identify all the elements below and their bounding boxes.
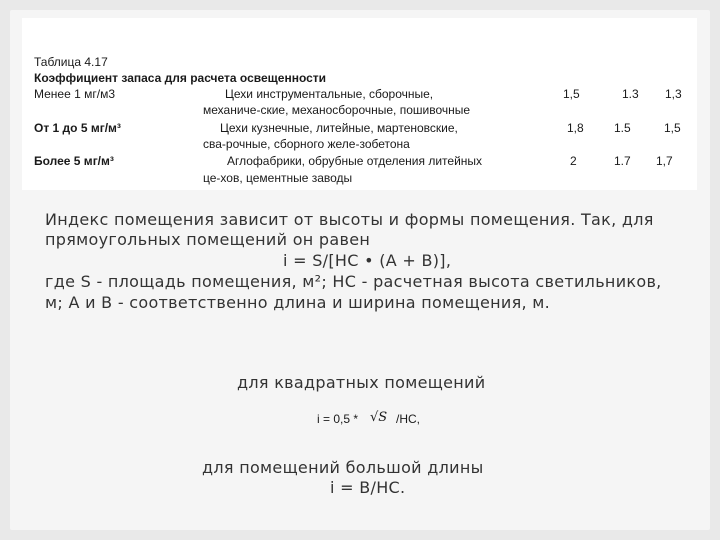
formula-index: i = S/[HC • (A + B)], [283,251,452,270]
row-2-value-3: 1,5 [664,121,681,135]
formula-square-left: i = 0,5 * [317,412,359,426]
row-3-value-3: 1,7 [656,154,673,168]
row-3-dust: Более 5 мг/м³ [34,154,114,168]
long-rooms-label: для помещений большой длины [202,458,484,477]
row-1-value-1: 1,5 [563,87,580,101]
row-3-desc-line1: Аглофабрики, обрубные отделения литейных [227,154,483,168]
row-2-value-1: 1,8 [567,121,584,135]
row-1-value-2: 1.3 [622,87,639,101]
row-2-desc-line2: сва-рочные, сборного желе-зобетона [203,137,410,151]
body-line-4: м; А и В - соответственно длина и ширина помещения, м. [45,293,551,312]
table-title: Коэффициент запаса для расчета освещенности [34,71,327,85]
table-caption: Таблица 4.17 [34,55,108,69]
formula-long: i = B/HC. [330,478,406,497]
row-2-desc-line1: Цехи кузнечные, литейные, мартеновские, [220,121,458,135]
body-line-1: Индекс помещения зависит от высоты и формы помещения. Так, для [45,210,654,229]
row-2-dust: От 1 до 5 мг/м³ [34,121,121,135]
row-1-dust: Менее 1 мг/м3 [34,87,116,101]
row-1-desc-line1: Цехи инструментальные, сборочные, [225,87,434,101]
sqrt-s: √S [370,410,388,425]
formula-square-right: /HC, [396,412,420,426]
row-1-desc-line2: механиче-ские, механосборочные, пошивочные [203,103,471,117]
square-rooms-label: для квадратных помещений [237,373,486,392]
row-1-value-3: 1,3 [665,87,682,101]
body-line-2: прямоугольных помещений он равен [45,230,371,249]
row-3-desc-line2: це-хов, цементные заводы [203,171,353,185]
row-3-value-1: 2 [570,154,577,168]
body-line-3: где S - площадь помещения, м²; HC - расчетная высота светильников, [45,272,662,291]
row-2-value-2: 1.5 [614,121,631,135]
row-3-value-2: 1.7 [614,154,631,168]
